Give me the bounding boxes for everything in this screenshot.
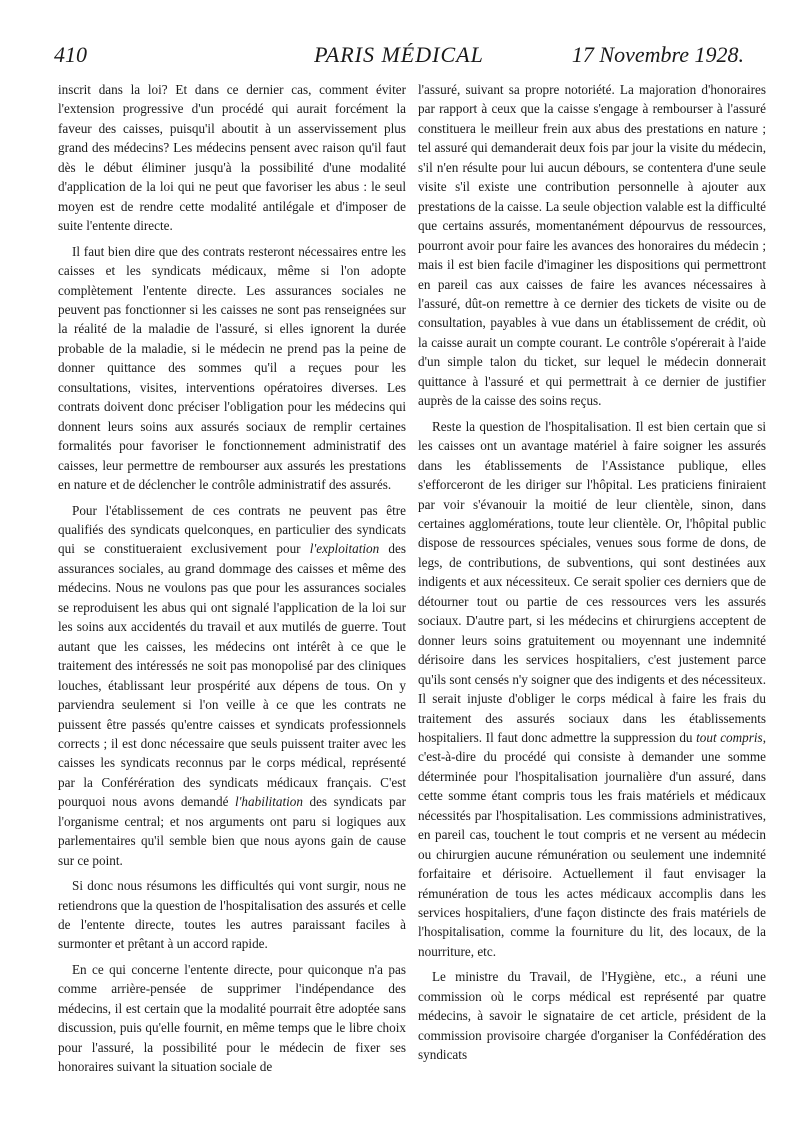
paragraph: Le ministre du Travail, de l'Hygiène, etc., a réuni une commission où le corps médical est représenté par quatre médecins, à savoir le signataire de cet article, président de la commission provisoire chargée d'organiser la Confédération des syndicats: [418, 969, 766, 1063]
text-run: Pour l'établissement de ces contrats ne peuvent pas être qualifiés des syndicats quelconques, en particulier des syndicats qui se constitueraient exclusivement pour: [58, 502, 406, 557]
paragraph: inscrit dans la loi? Et dans ce dernier cas, comment éviter l'extension progressive d'un procédé qui aurait forcément la faveur des caisses, puisqu'il aboutit à un asservissement plus grand des médecins? Les médecins pensent avec raison qu'il faut dès le début éliminer jusqu'à la possibilité d'une modalité d'application de la loi qui ne peut que favoriser les abus : le seul moyen est de rendre cette modalité antilégale et d'imposer de suite l'entente directe.: [58, 82, 406, 234]
text-run: Reste la question de l'hospitalisation. Il est bien certain que si les caisses ont un avantage matériel à faire soigner les assurés dans les établissements de l'Assistance publique, elles s'efforceront de les diriger sur l'hôpital. Les praticiens finiraient par voir s'évanouir la moitié de leur clientèle, sinon, dans certaines agglomérations, toute leur clientèle. Or, l'hôpital public dispose de ressources spéciales, venues sous forme de dons, de legs, de contributions, de subventions, qui sont destinées aux indigents et aux nécessiteux. Ce serait spolier ces derniers que de détourner tout ou partie de ces ressources vers les assurés sociaux. D'autre part, si les médecins et chirurgiens acceptent de donner leurs soins gratuitement ou moyennant une indemnité dérisoire dans les services hospitaliers, c'est justement parce qu'ils sont censés n'y soigner que des indigents et des nécessiteux. Il serait injuste d'obliger le corps médical à faire les frais du traitement des assurés sociaux dans les établissements hospitaliers. Il faut donc admettre la suppression du: [418, 418, 766, 745]
page-header: [54, 42, 744, 76]
emphasis-text: l'exploitation: [309, 541, 380, 557]
emphasis-text: tout compris: [696, 729, 763, 745]
journal-title: PARIS MÉDICAL: [314, 42, 484, 67]
page-number: 410: [54, 42, 87, 67]
right-column: [418, 80, 766, 1071]
paragraph: Il faut bien dire que des contrats resteront nécessaires entre les caisses et les syndicats médicaux, même si l'on adopte complètement l'entente directe. Les assurances sociales ne peuvent pas fonctionner si les caisses ne sont pas renseignées sur la réalité de la maladie de l'assuré, si elles ignorent la durée probable de la maladie, si le médecin ne prend pas la peine de donner quittance des sommes qu'il a reçues pour les consultations, visites, interventions opératoires diverses. Les contrats doivent donc préciser l'obligation pour les médecins qui donnent leurs soins aux assurés sociaux de remplir certaines formalités pour favoriser le fonctionnement administratif des caisses, leur permettre de rembourser aux assurés les prestations en nature et de déclencher le contrôle administratif des assurés.: [58, 243, 406, 493]
text-run: des assurances sociales, au grand dommage des caisses et même des médecins. Nous ne voulons pas que pour les assurances sociales se reproduisent les abus qui ont signalé l'application de la loi sur les soins aux accidentés du travail et aux mutilés de guerre. Tout autant que les caisses, les médecins ont intérêt à ce que le traitement des intéressés ne soit pas monopolisé par des cliniques louches, établissant leur prospérité aux dépens de tous. On y parviendra seulement si l'on veille à ce que les contrats ne puissent être passés qu'entre caisses et syndicats professionnels corrects ; il est donc nécessaire que seuls puissent traiter avec les caisses les syndicats reconnus par le corps médical, représenté par la Conférération des syndicats médicaux français. C'est pourquoi nous avons demandé: [58, 541, 406, 810]
text-run: des syndicats par l'organisme central; et nos arguments ont paru si logiques aux parlementaires qu'il semble bien que nous ayons gain de cause sur ce point.: [58, 794, 406, 868]
paragraph: l'assuré, suivant sa propre notoriété. La majoration d'honoraires par rapport à ceux que la caisse s'engage à rembourser à l'assuré constituera le meilleur frein aux abus des prestations en nature ; tel assuré qui demanderait deux fois par jour la visite du médecin, s'il n'en résulte pour lui aucun débours, se contentera d'une seule visite s'il existe une contribution personnelle à ajouter aux prestations de la caisse. La seule objection valable est la difficulté que certains assurés, momentanément dépourvus de ressources, pourront avoir pour faire les avances des honoraires du médecin ; mais il est bien facile d'imaginer les dispositions qui permettront en pareil cas aux caisses de faire les avances nécessaires à l'assuré, dût-on remettre à ce dernier des tickets de visite ou de consultation, payables à vue dans un établissement de crédit, où la caisse aurait un compte courant. Le contrôle s'opérerait à l'aide d'un simple talon du ticket, sur lequel le médecin donnerait quittance à l'assuré et qui permettrait à ce dernier de justifier auprès de la caisse des soins reçus.: [418, 82, 766, 409]
text-run: , c'est-à-dire du procédé qui consiste à demander une somme déterminée pour l'hospitalisation journalière d'un assuré, dans cette somme étant compris tous les frais matériels et médicaux nécessités par l'hospitalisation. Les commissions administratives, en pareil cas, touchent le tout compris et ne versent au médecin ou chirurgien aucune rémunération ou seulement une indemnité forfaitaire et dérisoire. Actuellement il faut envisager la rémunération de tous les actes médicaux accomplis dans les services hospitaliers, d'une façon distincte des frais matériels de l'hospitalisation, comme la fourniture du lit, des locaux, de la nourriture, etc.: [418, 729, 766, 959]
paragraph: [58, 501, 406, 871]
issue-date: 17 Novembre 1928.: [571, 42, 744, 67]
left-column: [58, 80, 406, 1083]
paragraph: [418, 417, 766, 962]
paragraph: En ce qui concerne l'entente directe, pour quiconque n'a pas comme arrière-pensée de supprimer l'indépendance des médecins, il est certain que la modalité pourrait être adoptée sans discussion, puis qu'elle fournit, en même temps que le libre choix pour l'assuré, la possibilité pour le médecin de fixer ses honoraires suivant la situation sociale de: [58, 961, 406, 1075]
emphasis-text: l'habilitation: [234, 794, 303, 810]
paragraph: Si donc nous résumons les difficultés qui vont surgir, nous ne retiendrons que la question de l'hospitalisation des assurés et celle de l'entente directe, toutes les autres paraissant faciles à surmonter et prêtant à un accord rapide.: [58, 878, 406, 952]
